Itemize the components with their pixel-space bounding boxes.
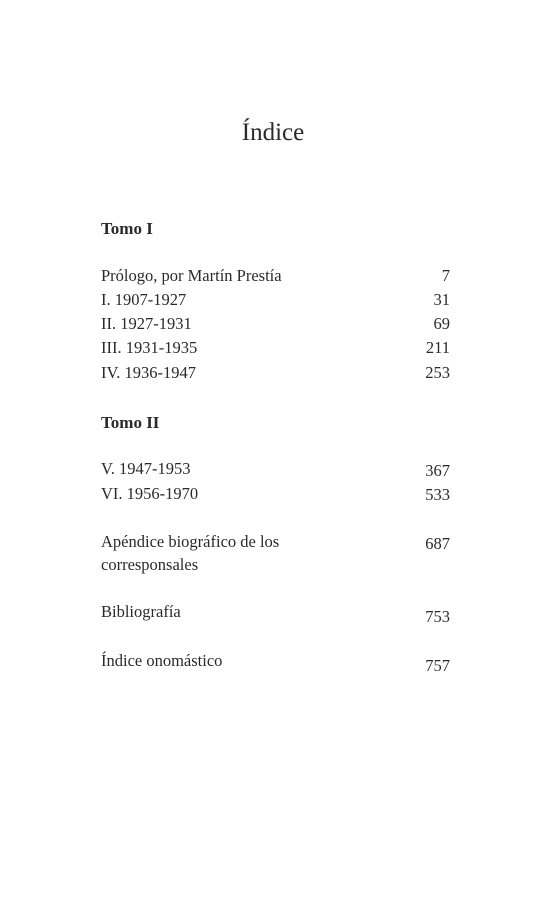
toc-entry-title: I. 1907-1927	[101, 290, 187, 309]
toc-entry-title: II. 1927-1931	[101, 314, 192, 333]
toc-entry-title: Apéndice biográfico de los	[101, 532, 280, 551]
toc-entry-title: VI. 1956-1970	[101, 484, 199, 503]
toc-entry-page: 367	[425, 461, 450, 480]
toc-entry-title-continuation: corresponsales	[101, 555, 199, 574]
toc-entry-title: Prólogo, por Martín Prestía	[101, 266, 282, 285]
toc-entry-page: 253	[425, 363, 450, 382]
page-title: Índice	[241, 119, 305, 146]
toc-entry-title: Bibliografía	[101, 602, 181, 621]
toc-entry-title: IV. 1936-1947	[101, 363, 197, 382]
toc-entry-title: III. 1931-1935	[101, 338, 198, 357]
toc-entry-page: 69	[433, 314, 450, 333]
toc-entry-page: 533	[425, 485, 450, 504]
toc-entry-page: 211	[425, 338, 450, 357]
section-heading-tomo-2: Tomo II	[101, 413, 160, 432]
toc-entry-page: 7	[441, 266, 450, 285]
toc-entry-page: 687	[425, 534, 450, 553]
toc-entry-page: 757	[425, 656, 450, 675]
toc-entry-page: 753	[425, 607, 450, 626]
toc-entry-title: Índice onomástico	[101, 651, 223, 670]
section-heading-tomo-1: Tomo I	[101, 219, 153, 238]
toc-entry-page: 31	[433, 290, 450, 309]
toc-entry-title: V. 1947-1953	[101, 459, 191, 478]
